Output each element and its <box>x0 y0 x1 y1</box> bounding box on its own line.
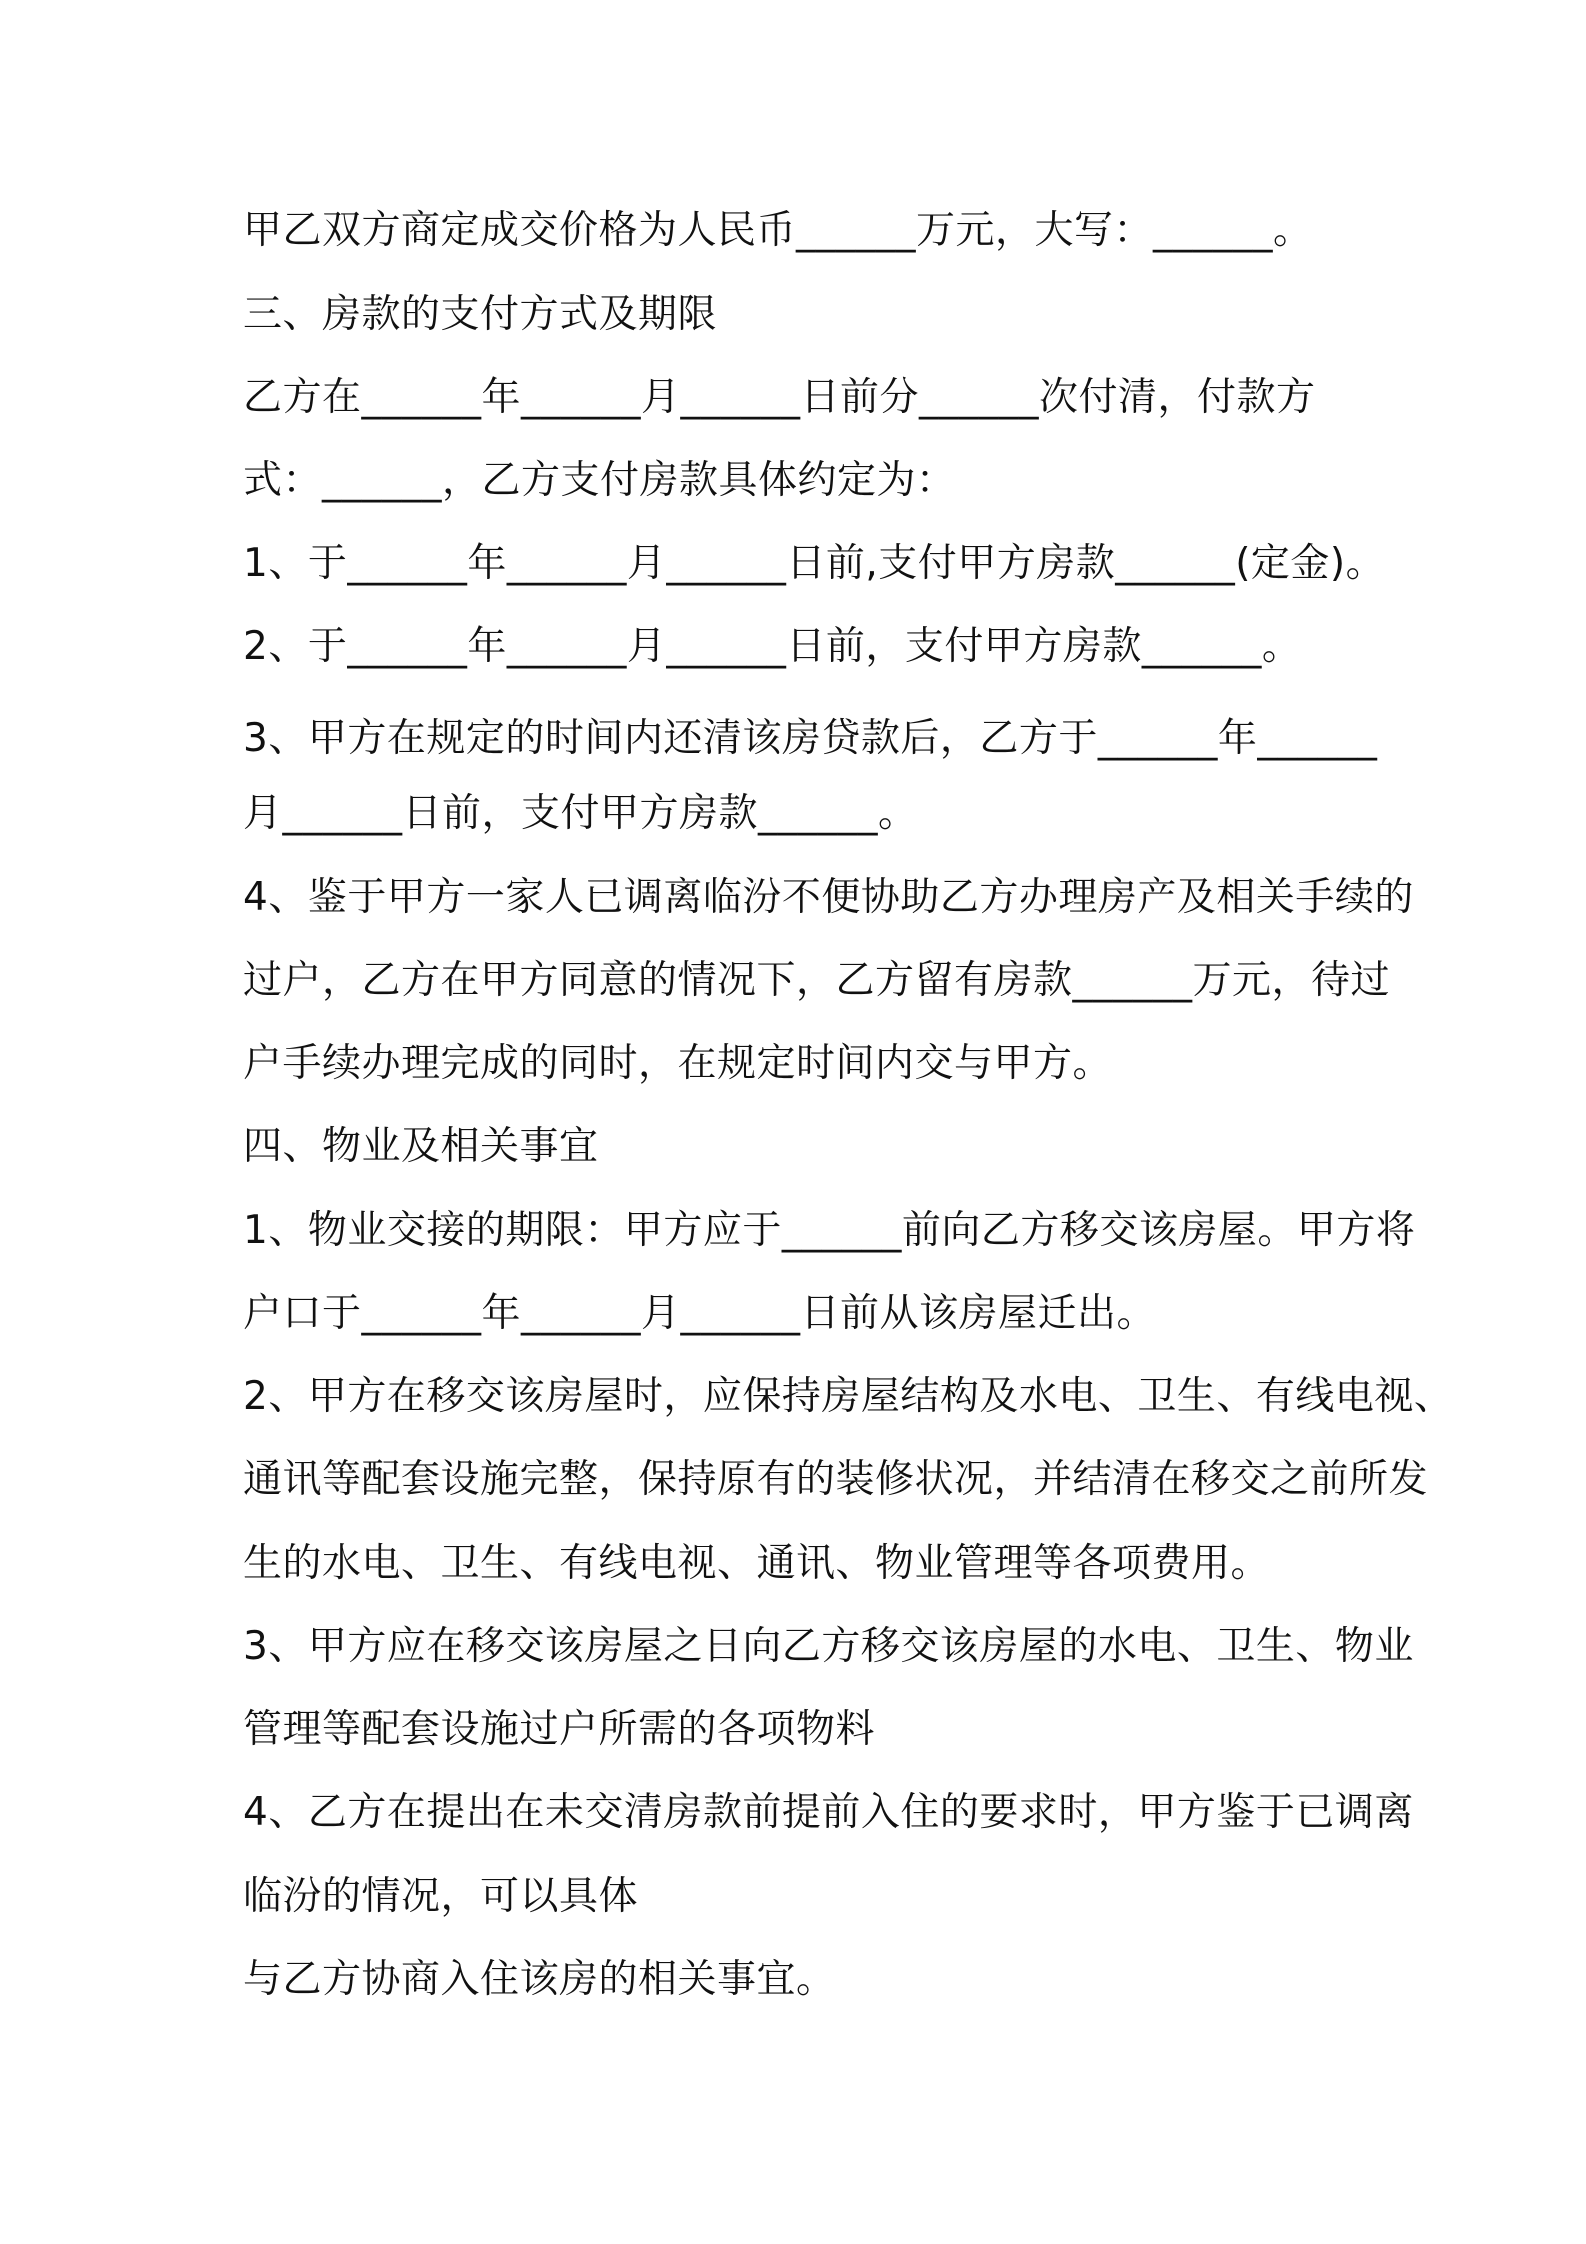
section-3-heading: 三、房款的支付方式及期限 <box>243 292 718 337</box>
property-item-2-line-1: 2、甲方在移交该房屋时，应保持房屋结构及水电、卫生、有线电视、 <box>243 1374 1454 1419</box>
payment-method-line: 式：______，乙方支付房款具体约定为： <box>243 458 956 503</box>
payment-item-3-line-1: 3、甲方在规定的时间内还清该房贷款后，乙方于______年______ <box>243 716 1378 761</box>
property-item-3-line-2: 管理等配套设施过户所需的各项物料 <box>243 1707 876 1752</box>
property-item-2-line-3: 生的水电、卫生、有线电视、通讯、物业管理等各项费用。 <box>243 1541 1271 1586</box>
payment-item-4-line-1: 4、鉴于甲方一家人已调离临汾不便协助乙方办理房产及相关手续的 <box>243 875 1414 920</box>
payment-item-4-line-3: 户手续办理完成的同时，在规定时间内交与甲方。 <box>243 1041 1113 1086</box>
property-item-1-line-1: 1、物业交接的期限：甲方应于______前向乙方移交该房屋。甲方将 <box>243 1208 1416 1253</box>
section-4-heading: 四、物业及相关事宜 <box>243 1124 599 1169</box>
property-item-4-line-2: 临汾的情况，可以具体 <box>243 1874 639 1919</box>
price-clause: 甲乙双方商定成交价格为人民币______万元，大写：______。 <box>243 208 1313 253</box>
payment-item-1: 1、于______年______月______日前,支付甲方房款______(定金)。 <box>243 541 1386 586</box>
payment-schedule-line: 乙方在______年______月______日前分______次付清，付款方 <box>243 375 1316 420</box>
property-item-2-line-2: 通讯等配套设施完整，保持原有的装修状况，并结清在移交之前所发 <box>243 1457 1429 1502</box>
payment-item-3-line-2: 月______日前，支付甲方房款______。 <box>243 791 918 836</box>
property-item-4-line-1: 4、乙方在提出在未交清房款前提前入住的要求时，甲方鉴于已调离 <box>243 1790 1414 1835</box>
payment-item-2: 2、于______年______月______日前，支付甲方房款______。 <box>243 624 1302 669</box>
property-item-1-line-2: 户口于______年______月______日前从该房屋迁出。 <box>243 1291 1157 1336</box>
property-item-3-line-1: 3、甲方应在移交该房屋之日向乙方移交该房屋的水电、卫生、物业 <box>243 1624 1414 1669</box>
property-item-4-line-3: 与乙方协商入住该房的相关事宜。 <box>243 1957 836 2002</box>
payment-item-4-line-2: 过户，乙方在甲方同意的情况下，乙方留有房款______万元，待过 <box>243 958 1391 1003</box>
